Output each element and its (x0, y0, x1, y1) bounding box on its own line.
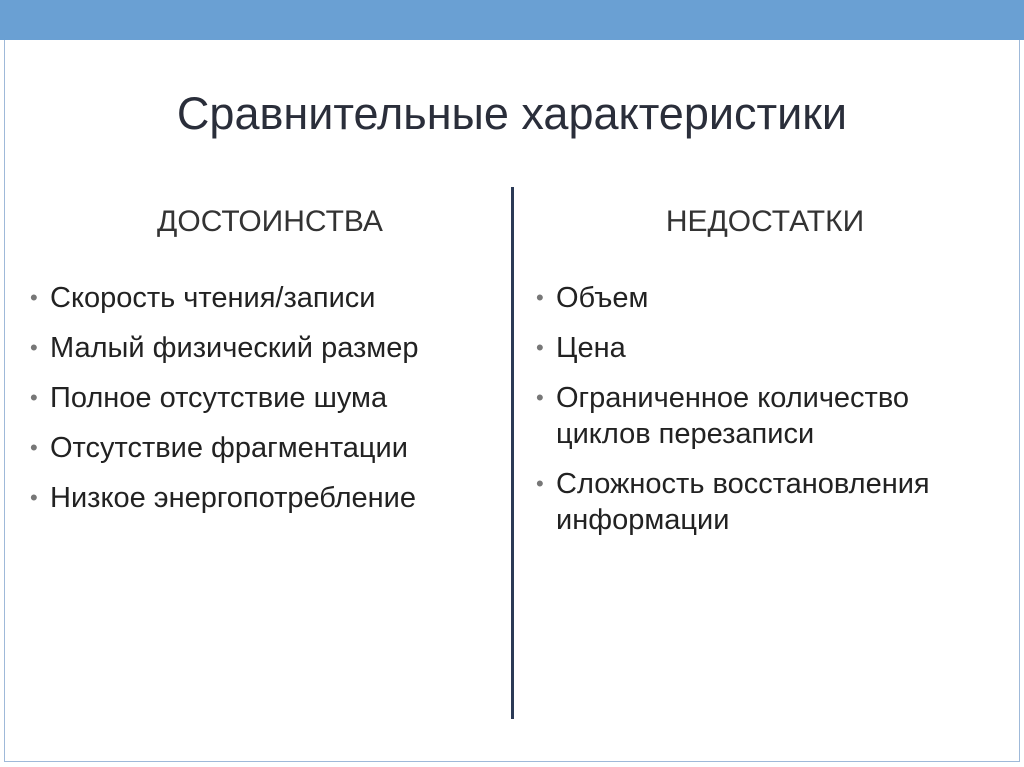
bullet-dot-icon: • (536, 285, 544, 310)
list-item (536, 466, 1006, 538)
list-item (30, 480, 500, 516)
list-item-text: Сложность восстановления информации (556, 468, 930, 536)
bullet-dot-icon: • (536, 385, 544, 410)
bullet-dot-icon: • (536, 335, 544, 360)
list-item-text: Низкое энергопотребление (50, 482, 417, 514)
bullet-dot-icon: • (30, 435, 38, 460)
list-item (536, 380, 1006, 452)
list-item-text: Отсутствие фрагментации (50, 432, 408, 464)
bullet-dot-icon: • (30, 485, 38, 510)
list-item-text: Объем (556, 282, 649, 314)
column-divider (511, 187, 514, 719)
list-item-text: Ограниченное количество циклов перезаписи (556, 382, 910, 450)
list-item (30, 430, 500, 466)
list-item-text: Цена (556, 332, 626, 364)
list-item-text: Скорость чтения/записи (50, 282, 376, 314)
list-item (30, 330, 500, 366)
top-accent-bar (0, 0, 1024, 40)
disadvantages-heading: НЕДОСТАТКИ (665, 205, 865, 238)
bullet-dot-icon: • (536, 471, 544, 496)
disadvantages-list (536, 280, 1006, 552)
list-item (30, 280, 500, 316)
slide-title: Сравнительные характеристики (176, 88, 848, 139)
list-item (536, 280, 1006, 316)
bullet-dot-icon: • (30, 385, 38, 410)
bullet-dot-icon: • (30, 335, 38, 360)
list-item (30, 380, 500, 416)
bullet-dot-icon: • (30, 285, 38, 310)
list-item-text: Полное отсутствие шума (50, 382, 388, 414)
advantages-list (30, 280, 500, 530)
list-item (536, 330, 1006, 366)
advantages-heading: ДОСТОИНСТВА (157, 205, 383, 238)
list-item-text: Малый физический размер (50, 332, 419, 364)
